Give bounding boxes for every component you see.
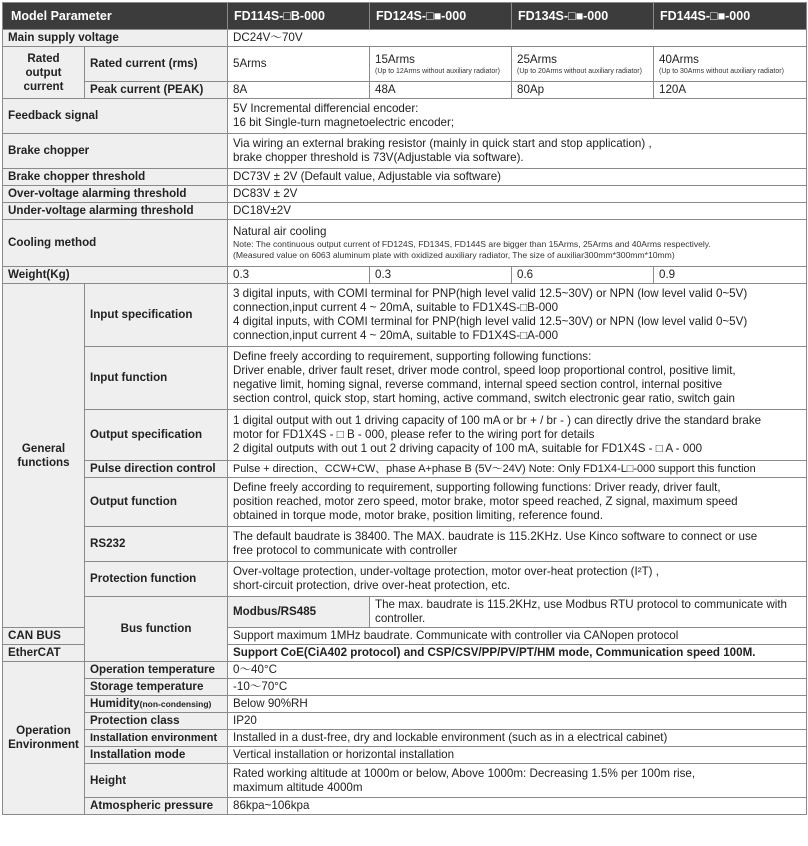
rated-current-note-4: (Up to 30Arms without auxiliary radiator) xyxy=(659,67,784,75)
cooling-note-1: Note: The continuous output current of FD124S, FD134S, FD144S are bigger than 15Arms, 25Arms and 40Arms respectively. xyxy=(233,239,711,249)
general-functions-group: General functions xyxy=(3,284,85,628)
height-value: Rated working altitude at 1000m or below, Above 1000m: Decreasing 1.5% per 100m rise, maximum altitude 4000m xyxy=(228,764,807,798)
weight-value-3: 0.6 xyxy=(512,267,654,284)
row-main-supply xyxy=(3,30,807,47)
row-install-mode xyxy=(3,747,807,764)
row-install-env xyxy=(3,730,807,747)
protection-function-value: Over-voltage protection, under-voltage protection, motor over-heat protection (I²T) , short-circuit protection, drive over-heat protection, etc. xyxy=(228,562,807,597)
rated-current-note-2: (Up to 12Arms without auxiliary radiator) xyxy=(375,67,500,75)
output-spec-label: Output specification xyxy=(85,410,228,461)
rs232-value: The default baudrate is 38400. The MAX. baudrate is 115.2KHz. Use Kinco software to connect or use free protocol to communicate with controller xyxy=(228,527,807,562)
row-output-function xyxy=(3,478,807,527)
pulse-direction-value: Pulse + direction、CCW+CW、phase A+phase B (5V～24V) Note: Only FD1X4-L□-000 support this function xyxy=(228,461,807,478)
cooling-label: Cooling method xyxy=(3,220,228,267)
rated-current-value-4: 40Arms (Up to 30Arms without auxiliary radiator) xyxy=(654,47,807,82)
peak-current-label: Peak current (PEAK) xyxy=(85,82,228,99)
brake-threshold-value: DC73V ± 2V (Default value, Adjustable via software) xyxy=(228,169,807,186)
brake-chopper-value: Via wiring an external braking resistor (mainly in quick start and stop application) , brake chopper threshold is 73V(Adjustable via software). xyxy=(228,134,807,169)
over-voltage-label: Over-voltage alarming threshold xyxy=(3,186,228,203)
rated-current-value-1: 5Arms xyxy=(228,47,370,82)
input-spec-label: Input specification xyxy=(85,284,228,347)
op-temp-label: Operation temperature xyxy=(85,662,228,679)
rated-current-note-3: (Up to 20Arms without auxiliary radiator) xyxy=(517,67,642,75)
header-row xyxy=(3,3,807,30)
atmos-value: 86kpa~106kpa xyxy=(228,798,807,815)
install-env-value: Installed in a dust-free, dry and lockable environment (such as in a electrical cabinet) xyxy=(228,730,807,747)
rated-current-value-2: 15Arms (Up to 12Arms without auxiliary radiator) xyxy=(370,47,512,82)
table-title: Model Parameter xyxy=(3,3,228,30)
row-feedback xyxy=(3,99,807,134)
row-protection-class xyxy=(3,713,807,730)
under-voltage-value: DC18V±2V xyxy=(228,203,807,220)
rated-current-value-3: 25Arms (Up to 20Arms without auxiliary radiator) xyxy=(512,47,654,82)
main-supply-label: Main supply voltage xyxy=(3,30,228,47)
bus-function-group: Bus function xyxy=(85,597,228,662)
protection-class-label: Protection class xyxy=(85,713,228,730)
install-mode-label: Installation mode xyxy=(85,747,228,764)
row-under-voltage xyxy=(3,203,807,220)
protection-function-label: Protection function xyxy=(85,562,228,597)
row-storage-temp xyxy=(3,679,807,696)
row-op-temp xyxy=(3,662,807,679)
input-spec-value: 3 digital inputs, with COMI terminal for PNP(high level valid 12.5~30V) or NPN (low level valid 0~5V) connection,input current 4 ~ 20mA, suitable to FD1X4S-□B-000 4 digital inputs, with COMI terminal for PNP(high level valid 12.5~30V) or NPN (low level valid 0~5V) connection,input current 4 ~ 20mA, suitable to FD1X4S-□A-000 xyxy=(228,284,807,347)
row-height xyxy=(3,764,807,798)
rated-output-group: Rated output current xyxy=(3,47,85,99)
row-humidity xyxy=(3,696,807,713)
humidity-value: Below 90%RH xyxy=(228,696,807,713)
output-function-label: Output function xyxy=(85,478,228,527)
row-weight xyxy=(3,267,807,284)
storage-temp-label: Storage temperature xyxy=(85,679,228,696)
modbus-value: The max. baudrate is 115.2KHz, use Modbus RTU protocol to communicate with controller. xyxy=(370,597,807,628)
row-rated-current xyxy=(3,47,807,82)
ethercat-label: EtherCAT xyxy=(3,645,85,662)
protection-class-value: IP20 xyxy=(228,713,807,730)
model-3-header: FD134S-□■-000 xyxy=(512,3,654,30)
row-pulse-direction xyxy=(3,461,807,478)
weight-label: Weight(Kg) xyxy=(3,267,228,284)
rated-current-label: Rated current (rms) xyxy=(85,47,228,82)
main-supply-value: DC24V～70V xyxy=(228,30,807,47)
canbus-value: Support maximum 1MHz baudrate. Communicate with controller via CANopen protocol xyxy=(228,628,807,645)
peak-current-value-1: 8A xyxy=(228,82,370,99)
atmos-label: Atmospheric pressure xyxy=(85,798,228,815)
row-cooling xyxy=(3,220,807,267)
row-atmos xyxy=(3,798,807,815)
output-spec-value: 1 digital output with out 1 driving capacity of 100 mA or br + / br - ) can directly drive the standard brake motor for FD1X4S - □ B - 000, please refer to the wiring port for details 2 digital outputs with out 1 out 2 driving capacity of 100 mA, suitable for FD1X4S - □ A - 000 xyxy=(228,410,807,461)
brake-chopper-label: Brake chopper xyxy=(3,134,228,169)
input-function-value: Define freely according to requirement, supporting following functions: Driver enable, driver fault reset, driver mode control, speed loop proportional control, positive limit, negative limit, homing signal, reverse command, internal speed section control, internal positive section control, quick stop, start homing, active command, switch electronic gear ratio, switch gain xyxy=(228,347,807,410)
brake-threshold-label: Brake chopper threshold xyxy=(3,169,228,186)
row-protection-function xyxy=(3,562,807,597)
rs232-label: RS232 xyxy=(85,527,228,562)
under-voltage-label: Under-voltage alarming threshold xyxy=(3,203,228,220)
ethercat-value: Support CoE(CiA402 protocol) and CSP/CSV/PP/PV/PT/HM mode, Communication speed 100M. xyxy=(228,645,807,662)
peak-current-value-3: 80Ap xyxy=(512,82,654,99)
cooling-note-2: (Measured value on 6063 aluminum plate with oxidized auxiliary radiator, The size of auxiliar300mm*300mm*10mm) xyxy=(233,250,675,260)
row-input-spec xyxy=(3,284,807,347)
pulse-direction-label: Pulse direction control xyxy=(85,461,228,478)
weight-value-2: 0.3 xyxy=(370,267,512,284)
feedback-label: Feedback signal xyxy=(3,99,228,134)
weight-value-4: 0.9 xyxy=(654,267,807,284)
model-1-header: FD114S-□B-000 xyxy=(228,3,370,30)
input-function-label: Input function xyxy=(85,347,228,410)
row-output-spec xyxy=(3,410,807,461)
model-parameter-table xyxy=(2,2,807,815)
peak-current-value-4: 120A xyxy=(654,82,807,99)
environment-group: Operation Environment xyxy=(3,662,85,815)
canbus-label: CAN BUS xyxy=(3,628,85,645)
row-input-function xyxy=(3,347,807,410)
install-env-label: Installation environment xyxy=(85,730,228,747)
cooling-value: Natural air cooling Note: The continuous output current of FD124S, FD134S, FD144S are bigger than 15Arms, 25Arms and 40Arms respectively. (Measured value on 6063 aluminum plate with oxidized auxiliary radiator, The size of auxiliar300mm*300mm*10mm) xyxy=(228,220,807,267)
storage-temp-value: -10～70°C xyxy=(228,679,807,696)
modbus-label: Modbus/RS485 xyxy=(228,597,370,628)
feedback-value: 5V Incremental differencial encoder: 16 bit Single-turn magnetoelectric encoder; xyxy=(228,99,807,134)
height-label: Height xyxy=(85,764,228,798)
model-4-header: FD144S-□■-000 xyxy=(654,3,807,30)
row-modbus xyxy=(3,597,807,628)
install-mode-value: Vertical installation or horizontal installation xyxy=(228,747,807,764)
op-temp-value: 0～40°C xyxy=(228,662,807,679)
row-peak-current xyxy=(3,82,807,99)
row-rs232 xyxy=(3,527,807,562)
humidity-label-sub: (non-condensing) xyxy=(139,699,212,709)
output-function-value: Define freely according to requirement, supporting following functions: Driver ready, driver fault, position reached, motor zero speed, motor brake, motor speed reached, Z signal, maximum speed obtained in torque mode, motor brake, position limiting, reference found. xyxy=(228,478,807,527)
model-2-header: FD124S-□■-000 xyxy=(370,3,512,30)
weight-value-1: 0.3 xyxy=(228,267,370,284)
over-voltage-value: DC83V ± 2V xyxy=(228,186,807,203)
row-brake-threshold xyxy=(3,169,807,186)
peak-current-value-2: 48A xyxy=(370,82,512,99)
row-brake-chopper xyxy=(3,134,807,169)
row-over-voltage xyxy=(3,186,807,203)
humidity-label: Humidity(non-condensing) xyxy=(85,696,228,713)
